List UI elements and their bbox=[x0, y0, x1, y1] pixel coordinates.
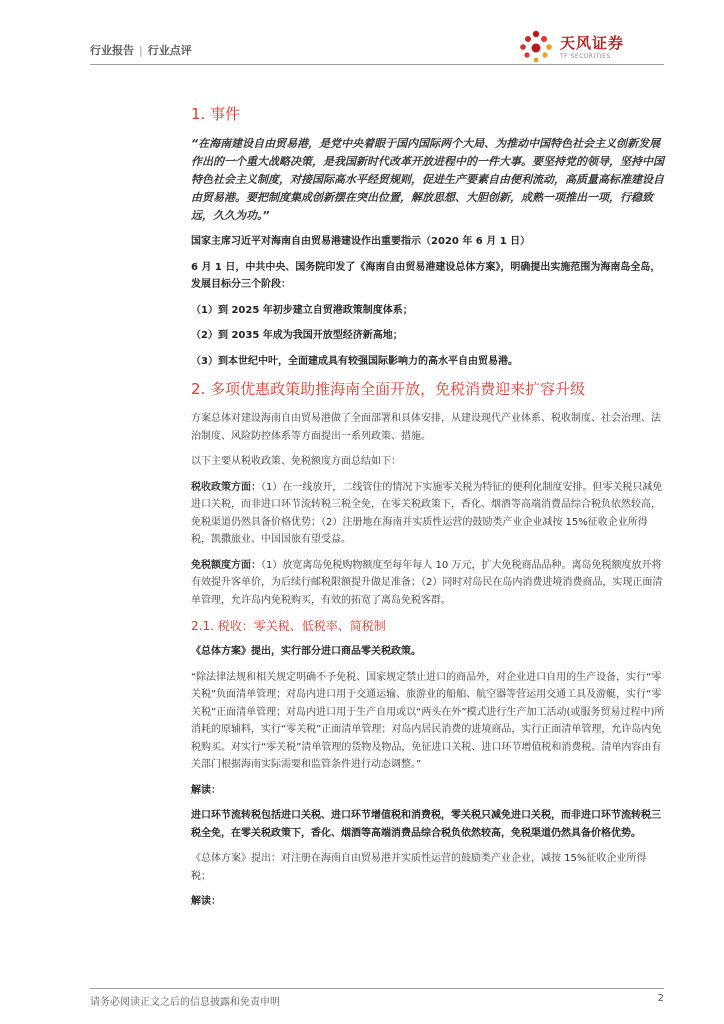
header-divider bbox=[90, 64, 664, 65]
section-2-1-paragraph: 《总体方案》提出：对注册在海南自由贸易港并实质性运营的鼓励类产业企业，减按 15%征收企业所得税； bbox=[191, 853, 647, 882]
duty-free-label: 免税额度方面： bbox=[191, 559, 261, 571]
tax-policy-label: 税收政策方面： bbox=[191, 481, 261, 493]
section-2-title: 2. 多项优惠政策助推海南全面开放，免税消费迎来扩容升级 bbox=[191, 380, 586, 398]
stage-1-goal: （1）到 2025 年初步建立自贸港政策制度体系； bbox=[191, 304, 413, 316]
tax-policy-paragraph bbox=[191, 479, 666, 549]
footer-divider bbox=[90, 988, 664, 989]
stage-3-goal: （3）到本世纪中叶，全面建成具有较强国际影响力的高水平自由贸易港。 bbox=[191, 355, 518, 367]
interpretation-1-label: 解读： bbox=[191, 784, 221, 796]
report-body bbox=[191, 103, 666, 919]
section-2-1-quote: “除法律法规和相关规定明确不予免税、国家规定禁止进口的商品外，对企业进口自用的生产设备，实行“零关税”负面清单管理；对岛内进口用于交通运输、旅游业的船舶、航空器等营运用交通工具及游艇，实行“零关税”正面清单管理；对岛内进口用于生产自用或以“两头在外”模式进行生产加工活动(或服务贸易过程中)所消耗的原辅料，实行“零关税”正面清单管理；对岛内居民消费的进境商品，实行正面清单管理，允许岛内免税购买。对实行“零关税”清单管理的货物及物品，免征进口关税、进口环节增值税和消费税。清单内容由有关部门根据海南实际需要和监管条件进行动态调整。” bbox=[191, 671, 665, 770]
company-logo bbox=[514, 28, 664, 68]
breadcrumb-separator: | bbox=[139, 44, 143, 57]
page-header bbox=[90, 34, 664, 62]
interpretation-1-text: 进口环节流转税包括进口关税、进口环节增值税和消费税，零关税只减免进口关税，而非进口环节流转税三税全免，在零关税政策下，香化、烟酒等高端消费品综合税负依然较高，免税渠道仍然具备价格优势。 bbox=[191, 810, 661, 839]
quote-source: 国家主席习近平对海南自由贸易港建设作出重要指示（2020 年 6 月 1 日） bbox=[191, 236, 531, 247]
duty-free-paragraph bbox=[191, 557, 666, 610]
report-subcategory: 行业点评 bbox=[147, 44, 192, 57]
section-1-quote: “在海南建设自由贸易港，是党中央着眼于国内国际两个大局、为推动中国特色社会主义创新发展作出的一个重大战略决策，是我国新时代改革开放进程中的一件大事。要坚持党的领导，坚持中国特色社会主义制度，对接国际高水平经贸规则，促进生产要素自由便利流动，高质量高标准建设自由贸易港。要把制度集成创新摆在突出位置，解放思想、大胆创新，成熟一项推出一项，行稳致远，久久为功。” bbox=[191, 137, 664, 222]
logo-english-name: TF SECURITIES bbox=[560, 53, 611, 60]
section-2-1-title: 2.1. 税收：零关税、低税率、简税制 bbox=[191, 619, 386, 633]
report-category: 行业报告 bbox=[90, 44, 134, 57]
disclaimer-note: 请务必阅读正文之后的信息披露和免责申明 bbox=[90, 997, 280, 1008]
page-number: 2 bbox=[657, 993, 664, 1004]
section-1-paragraph: 6 月 1 日，中共中央、国务院印发了《海南自由贸易港建设总体方案》，明确提出实施范围为海南岛全岛，发展目标分三个阶段： bbox=[191, 261, 661, 290]
stage-2-goal: （2）到 2035 年成为我国开放型经济新高地； bbox=[191, 330, 403, 341]
section-2-intro: 方案总体对建设海南自由贸易港做了全面部署和具体安排，从建设现代产业体系、税收制度、社会治理、法治制度、风险防控体系等方面提出一系列政策、措施。 bbox=[191, 413, 661, 442]
duty-free-text: （1）放宽离岛免税购物额度至每年每人 10 万元，扩大免税商品品种。离岛免税额度放开将有效提升客单价，为后续行邮税限额提升做足准备；（2）同时对岛民在岛内消费进境消费商品，实现正面清单管理，允许岛内免税购买，有效的拓宽了离岛免税客群。 bbox=[191, 559, 663, 606]
logo-name: 天风证券 bbox=[560, 34, 625, 52]
breadcrumb bbox=[90, 42, 192, 58]
logo-mark-icon bbox=[516, 28, 556, 68]
section-2-summary-lead: 以下主要从税收政策、免税额度方面总结如下： bbox=[191, 456, 401, 467]
tax-policy-text: （1）在一线放开，二线管住的情况下实施零关税为特征的便利化制度安排。但零关税只减免进口关税，而非进口环节流转税三税全免，在零关税政策下，香化、烟酒等高端消费品综合税负依然较高，免税渠道仍然具备价格优势；（2）注册地在海南并实质性运营的鼓励类产业企业减按 15%征收企业所得税，凯撒旅业、中国国旅有望受益。 bbox=[191, 481, 663, 545]
section-1-title: 1. 事件 bbox=[191, 105, 241, 123]
section-2-1-lead: 《总体方案》提出，实行部分进口商品零关税政策。 bbox=[191, 646, 421, 657]
interpretation-2-label: 解读： bbox=[191, 896, 221, 907]
